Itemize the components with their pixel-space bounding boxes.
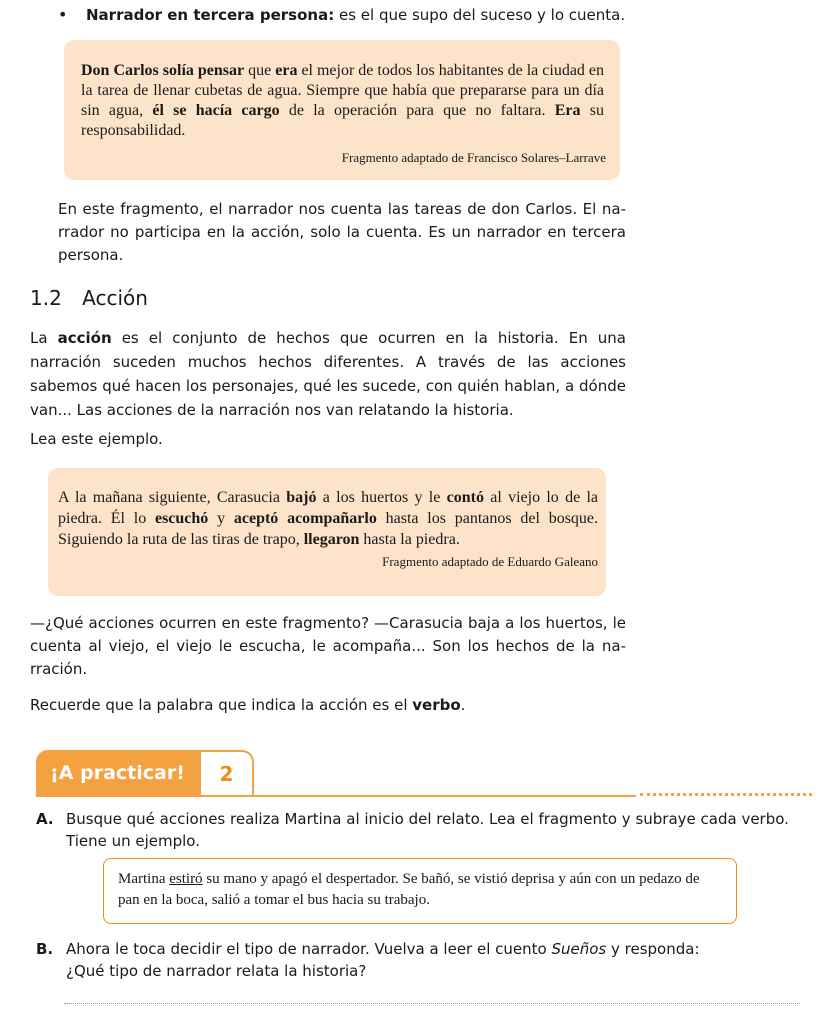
example-underlined-verb: estiró — [169, 871, 203, 887]
excerpt-box-2 — [48, 468, 606, 596]
section-number: 1.2 — [30, 286, 62, 310]
text-segment: y — [208, 510, 234, 527]
task-a-text: Busque qué acciones realiza Martina al inicio del relato. Lea el fragmento y subraye cada verbo. Tiene un ejemplo. — [66, 810, 789, 850]
task-a-letter: A. — [36, 810, 54, 828]
task-b-text: Ahora le toca decidir el tipo de narrador. Vuelva a leer el cuento Sueños y responda: ¿Qué tipo de narrador relata la historia? — [66, 940, 700, 980]
paragraph-verb-reminder: Recuerde que la palabra que indica la acción es el verbo. — [30, 696, 466, 714]
practice-number: 2 — [199, 750, 254, 795]
practice-dotted-divider — [640, 793, 812, 796]
excerpt-2-source: Fragmento adaptado de Eduardo Galeano — [382, 554, 598, 569]
text-segment: A la mañana siguiente, Carasucia — [58, 489, 287, 506]
text-segment: hasta la piedra. — [359, 531, 460, 548]
bold-verb: Don Carlos solía pensar — [81, 62, 245, 79]
narrator-text: es el que supo del suceso y lo cuenta. — [334, 6, 626, 24]
task-b-question: ¿Qué tipo de narrador relata la historia? — [66, 962, 367, 980]
text-segment: hasta los pantanos del bosque. Siguiendo la ruta de las tiras de trapo, — [58, 510, 599, 548]
bold-verb: era — [275, 62, 298, 79]
example-box — [103, 858, 737, 924]
story-title: Sueños — [551, 940, 607, 958]
bold-verb: escuchó — [154, 510, 209, 527]
narrator-term: Narrador en tercera persona: — [86, 6, 335, 24]
text-segment: su responsabilidad. — [81, 102, 604, 139]
section-heading — [30, 286, 148, 310]
bold-verb: aceptó acompañarlo — [233, 510, 377, 527]
answer-line[interactable] — [64, 1003, 800, 1004]
excerpt-2-text — [58, 487, 598, 550]
bold-verb: llegaron — [303, 531, 360, 548]
task-b-letter: B. — [36, 940, 54, 958]
example-text: Martina estiró su mano y apagó el despertador. Se bañó, se vistió deprisa y aún con un pedazo de pan en la boca, salió a tomar el bus hacia su trabajo. — [118, 871, 700, 908]
practice-title-tab: ¡A practicar! — [36, 750, 199, 795]
text-segment: al viejo lo de la piedra. Él lo — [58, 489, 599, 527]
bold-verb: bajó — [286, 489, 317, 506]
text-segment: de la operación para que no faltara. — [279, 102, 555, 119]
paragraph-narrator-explanation: En este fragmento, el narrador nos cuenta las tareas de don Carlos. El narrador no participa en la acción, solo la cuenta. Es un narrador en tercera persona. — [58, 200, 626, 264]
text-segment: que — [244, 62, 276, 79]
bold-verb: Era — [554, 102, 581, 119]
text-segment: a los huertos y le — [316, 489, 447, 506]
section-title: Acción — [82, 286, 148, 310]
paragraph-action-definition: La acción es el conjunto de hechos que ocurren en la historia. En una narración suceden muchos hechos diferentes. A través de las acciones sabemos qué hacen los personajes, qué les sucede, con quién hablan, a dónde van... Las acciones de la narración nos van relatando la historia. — [30, 329, 626, 419]
excerpt-box-1 — [64, 40, 620, 180]
task-a — [36, 808, 816, 852]
paragraph-read-example: Lea este ejemplo. — [30, 430, 163, 448]
excerpt-1-text — [81, 61, 604, 141]
bullet-icon: • — [58, 5, 68, 24]
bold-verb: contó — [446, 489, 484, 506]
practice-divider — [36, 795, 636, 797]
excerpt-1-source: Fragmento adaptado de Francisco Solares–Larrave — [341, 150, 606, 165]
text-segment: el mejor de todos los habitantes de la ciudad en la tarea de llenar cubetas de agua. Siempre que había que prepararse para un día sin agua, — [81, 62, 605, 119]
task-b — [36, 938, 816, 982]
narrator-definition — [58, 4, 808, 26]
paragraph-actions-answer: —¿Qué acciones ocurren en este fragmento? —Carasucia baja a los huertos, le cuenta al viejo, el viejo le escucha, le acompaña... Son los hechos de la narración. — [30, 614, 626, 678]
bold-verb: él se hacía cargo — [152, 102, 280, 119]
verb-term: verbo — [412, 696, 461, 714]
action-term: acción — [57, 329, 112, 347]
